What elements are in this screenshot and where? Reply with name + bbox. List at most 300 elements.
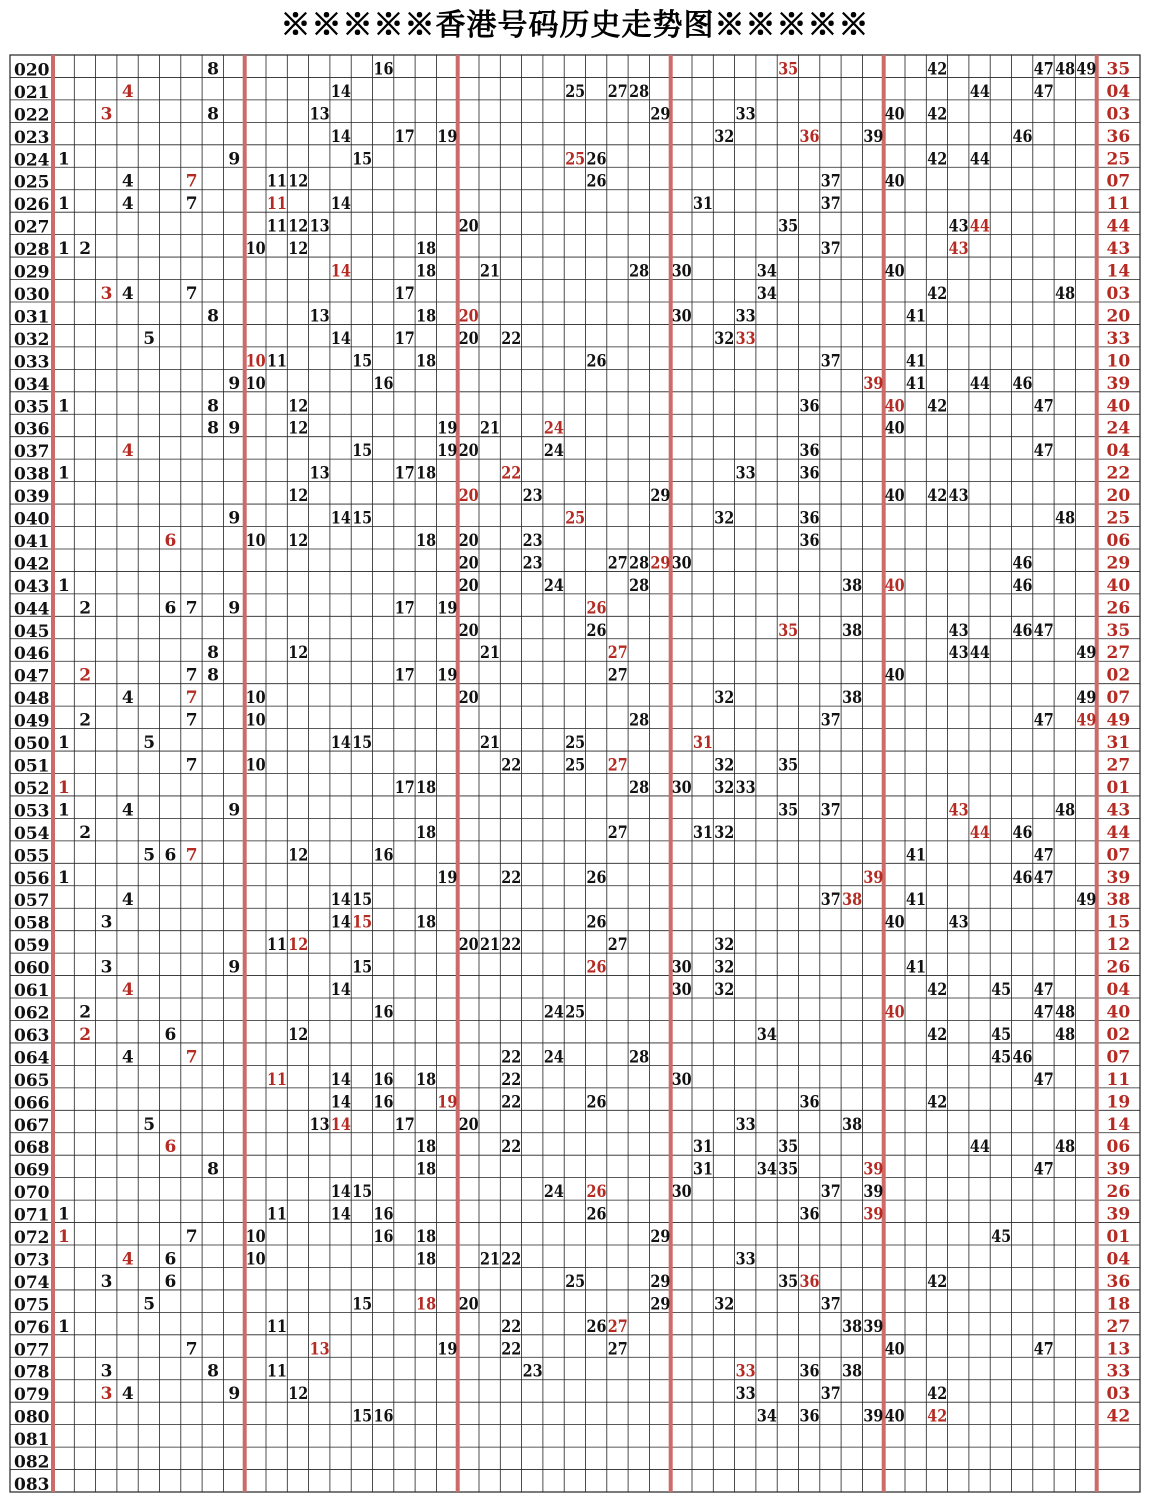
special-number-mark: 40 — [884, 575, 905, 596]
special-number-summary: 39 — [1106, 867, 1131, 888]
drawn-number-mark: 15 — [352, 1182, 373, 1203]
drawn-number-mark: 13 — [309, 216, 330, 237]
special-number-mark: 26 — [586, 1182, 607, 1203]
drawn-number-mark: 18 — [416, 463, 437, 484]
special-number-summary: 06 — [1106, 530, 1131, 551]
drawn-number-mark: 24 — [543, 441, 565, 462]
drawn-number-mark: 16 — [373, 1069, 394, 1090]
special-number-summary: 13 — [1106, 1339, 1131, 1360]
drawn-number-mark: 47 — [1033, 1002, 1054, 1023]
drawn-number-mark: 37 — [820, 171, 841, 192]
drawn-number-mark: 7 — [185, 283, 198, 304]
drawn-number-mark: 41 — [906, 351, 926, 372]
special-number-mark: 27 — [607, 1316, 628, 1337]
drawn-number-mark: 29 — [650, 1227, 671, 1248]
drawn-number-mark: 29 — [650, 486, 671, 507]
special-number-summary: 27 — [1106, 643, 1131, 664]
drawn-number-mark: 42 — [927, 1024, 948, 1045]
drawn-number-mark: 36 — [799, 1361, 820, 1382]
issue-label: 027 — [14, 217, 50, 238]
drawn-number-mark: 43 — [948, 216, 969, 237]
drawn-number-mark: 26 — [586, 1092, 607, 1113]
special-number-mark: 12 — [288, 935, 309, 956]
drawn-number-mark: 12 — [288, 486, 309, 507]
drawn-number-mark: 10 — [245, 530, 266, 551]
drawn-number-mark: 5 — [143, 1294, 156, 1315]
drawn-number-mark: 35 — [778, 1159, 799, 1180]
drawn-number-mark: 22 — [501, 867, 522, 888]
drawn-number-mark: 6 — [164, 1249, 177, 1270]
special-number-summary: 06 — [1106, 1137, 1131, 1158]
drawn-number-mark: 37 — [820, 194, 841, 215]
drawn-number-mark: 47 — [1033, 710, 1054, 731]
special-number-summary: 02 — [1106, 665, 1131, 686]
drawn-number-mark: 1 — [58, 239, 70, 260]
special-number-summary: 07 — [1106, 845, 1131, 866]
issue-label: 050 — [14, 734, 50, 755]
issue-label: 056 — [14, 868, 50, 889]
special-number-summary: 39 — [1106, 1204, 1131, 1225]
drawn-number-mark: 16 — [373, 1406, 394, 1427]
issue-label: 037 — [14, 442, 50, 463]
drawn-number-mark: 30 — [671, 1182, 692, 1203]
drawn-number-mark: 21 — [480, 1249, 500, 1270]
drawn-number-mark: 11 — [267, 1316, 287, 1337]
drawn-number-mark: 38 — [842, 688, 863, 709]
drawn-number-mark: 38 — [842, 1114, 863, 1135]
drawn-number-mark: 7 — [185, 665, 198, 686]
drawn-number-mark: 48 — [1055, 59, 1076, 80]
drawn-number-mark: 17 — [394, 328, 415, 349]
drawn-number-mark: 5 — [143, 845, 156, 866]
drawn-number-mark: 18 — [416, 912, 437, 933]
special-number-mark: 3 — [100, 104, 113, 125]
drawn-number-mark: 13 — [309, 463, 330, 484]
issue-label: 051 — [14, 756, 50, 777]
special-number-mark: 35 — [778, 620, 799, 641]
special-number-mark: 27 — [607, 643, 628, 664]
issue-label: 071 — [14, 1205, 50, 1226]
drawn-number-mark: 16 — [373, 845, 394, 866]
drawn-number-mark: 32 — [714, 957, 735, 978]
drawn-number-mark: 11 — [267, 1204, 287, 1225]
drawn-number-mark: 4 — [121, 194, 134, 215]
drawn-number-mark: 1 — [58, 149, 70, 170]
issue-label: 041 — [14, 531, 50, 552]
issue-label: 052 — [14, 778, 50, 799]
issue-label: 061 — [14, 981, 50, 1002]
issue-label: 067 — [14, 1115, 50, 1136]
special-number-summary: 14 — [1106, 261, 1131, 282]
special-number-mark: 33 — [735, 1361, 756, 1382]
drawn-number-mark: 26 — [586, 351, 607, 372]
drawn-number-mark: 18 — [416, 1227, 437, 1248]
drawn-number-mark: 1 — [58, 733, 70, 754]
issue-label: 080 — [14, 1407, 50, 1428]
drawn-number-mark: 8 — [207, 418, 219, 439]
special-number-mark: 22 — [501, 463, 522, 484]
issue-label: 062 — [14, 1003, 50, 1024]
special-number-mark: 1 — [58, 1227, 70, 1248]
drawn-number-mark: 18 — [416, 239, 437, 260]
drawn-number-mark: 1 — [58, 1204, 70, 1225]
drawn-number-mark: 25 — [565, 1271, 586, 1292]
drawn-number-mark: 16 — [373, 1204, 394, 1225]
drawn-number-mark: 21 — [480, 643, 500, 664]
special-number-mark: 26 — [586, 957, 607, 978]
special-number-summary: 18 — [1106, 1294, 1131, 1315]
issue-label: 078 — [14, 1362, 50, 1383]
drawn-number-mark: 15 — [352, 1406, 373, 1427]
drawn-number-mark: 41 — [906, 845, 926, 866]
chart-title: ※※※※※香港号码历史走势图※※※※※ — [280, 8, 870, 43]
drawn-number-mark: 1 — [58, 867, 70, 888]
drawn-number-mark: 40 — [884, 1339, 905, 1360]
issue-label: 023 — [14, 127, 50, 148]
special-number-summary: 39 — [1106, 1159, 1131, 1180]
drawn-number-mark: 42 — [927, 104, 948, 125]
drawn-number-mark: 47 — [1033, 441, 1054, 462]
drawn-number-mark: 37 — [820, 800, 841, 821]
drawn-number-mark: 2 — [79, 822, 92, 843]
drawn-number-mark: 19 — [437, 1339, 458, 1360]
drawn-number-mark: 23 — [522, 553, 543, 574]
special-number-summary: 40 — [1106, 396, 1131, 417]
special-number-mark: 25 — [565, 149, 586, 170]
drawn-number-mark: 19 — [437, 867, 458, 888]
drawn-number-mark: 41 — [906, 306, 926, 327]
special-number-summary: 10 — [1106, 351, 1131, 372]
drawn-number-mark: 4 — [121, 1047, 134, 1068]
special-number-summary: 07 — [1106, 688, 1131, 709]
drawn-number-mark: 37 — [820, 1294, 841, 1315]
drawn-number-mark: 14 — [330, 733, 352, 754]
drawn-number-mark: 40 — [884, 486, 905, 507]
issue-label: 049 — [14, 711, 50, 732]
drawn-number-mark: 2 — [79, 239, 92, 260]
drawn-number-mark: 24 — [543, 575, 565, 596]
drawn-number-mark: 40 — [884, 912, 905, 933]
drawn-number-mark: 43 — [948, 912, 969, 933]
drawn-number-mark: 1 — [58, 194, 70, 215]
drawn-number-mark: 39 — [863, 126, 884, 147]
special-number-mark: 3 — [100, 283, 113, 304]
drawn-number-mark: 4 — [121, 890, 134, 911]
drawn-number-mark: 19 — [437, 598, 458, 619]
issue-label: 068 — [14, 1138, 50, 1159]
special-number-summary: 36 — [1106, 1271, 1131, 1292]
drawn-number-mark: 14 — [330, 1182, 352, 1203]
special-number-mark: 4 — [121, 980, 134, 1001]
drawn-number-mark: 40 — [884, 1406, 905, 1427]
drawn-number-mark: 16 — [373, 1092, 394, 1113]
issue-label: 053 — [14, 801, 50, 822]
drawn-number-mark: 36 — [799, 1406, 820, 1427]
issue-label: 066 — [14, 1093, 50, 1114]
issue-label: 026 — [14, 195, 50, 216]
drawn-number-mark: 17 — [394, 777, 415, 798]
drawn-number-mark: 31 — [693, 822, 713, 843]
drawn-number-mark: 14 — [330, 1204, 352, 1225]
drawn-number-mark: 21 — [480, 733, 500, 754]
special-number-mark: 14 — [330, 261, 352, 282]
drawn-number-mark: 8 — [207, 1159, 219, 1180]
special-number-mark: 19 — [437, 1092, 458, 1113]
issue-label: 073 — [14, 1250, 50, 1271]
drawn-number-mark: 7 — [185, 598, 198, 619]
special-number-summary: 29 — [1106, 553, 1131, 574]
special-number-mark: 40 — [884, 1002, 905, 1023]
drawn-number-mark: 18 — [416, 530, 437, 551]
drawn-number-mark: 20 — [458, 620, 479, 641]
special-number-summary: 03 — [1106, 104, 1131, 125]
issue-label: 033 — [14, 352, 50, 373]
special-number-mark: 15 — [352, 912, 373, 933]
drawn-number-mark: 25 — [565, 733, 586, 754]
drawn-number-mark: 27 — [607, 935, 628, 956]
drawn-number-mark: 31 — [693, 1137, 713, 1158]
drawn-number-mark: 14 — [330, 508, 352, 529]
issue-label: 081 — [14, 1430, 50, 1451]
special-number-summary: 07 — [1106, 1047, 1131, 1068]
special-number-summary: 04 — [1106, 81, 1131, 102]
drawn-number-mark: 10 — [245, 373, 266, 394]
drawn-number-mark: 22 — [501, 1249, 522, 1270]
drawn-number-mark: 43 — [948, 643, 969, 664]
drawn-number-mark: 47 — [1033, 845, 1054, 866]
drawn-number-mark: 33 — [735, 1114, 756, 1135]
drawn-number-mark: 26 — [586, 1204, 607, 1225]
drawn-number-mark: 47 — [1033, 620, 1054, 641]
drawn-number-mark: 42 — [927, 283, 948, 304]
special-number-mark: 11 — [267, 194, 287, 215]
special-number-mark: 3 — [100, 1384, 113, 1405]
drawn-number-mark: 12 — [288, 1024, 309, 1045]
issue-label: 083 — [14, 1475, 50, 1495]
drawn-number-mark: 49 — [1076, 59, 1097, 80]
drawn-number-mark: 20 — [458, 553, 479, 574]
special-number-mark: 29 — [650, 553, 671, 574]
drawn-number-mark: 45 — [991, 1024, 1012, 1045]
drawn-number-mark: 11 — [267, 1361, 287, 1382]
special-number-mark: 43 — [948, 239, 969, 260]
drawn-number-mark: 7 — [185, 194, 198, 215]
drawn-number-mark: 18 — [416, 306, 437, 327]
drawn-number-mark: 20 — [458, 1294, 479, 1315]
special-number-summary: 12 — [1106, 935, 1131, 956]
drawn-number-mark: 12 — [288, 239, 309, 260]
special-number-summary: 24 — [1106, 418, 1131, 439]
special-number-summary: 27 — [1106, 755, 1131, 776]
drawn-number-mark: 7 — [185, 1339, 198, 1360]
drawn-number-mark: 27 — [607, 822, 628, 843]
special-number-summary: 20 — [1106, 486, 1131, 507]
drawn-number-mark: 15 — [352, 351, 373, 372]
drawn-number-mark: 5 — [143, 1114, 156, 1135]
drawn-number-mark: 22 — [501, 1137, 522, 1158]
issue-label: 036 — [14, 419, 50, 440]
drawn-number-mark: 14 — [330, 81, 352, 102]
drawn-number-mark: 11 — [267, 171, 287, 192]
issue-label: 034 — [14, 374, 50, 395]
drawn-number-mark: 23 — [522, 530, 543, 551]
drawn-number-mark: 11 — [267, 935, 287, 956]
drawn-number-mark: 31 — [693, 1159, 713, 1180]
drawn-number-mark: 12 — [288, 216, 309, 237]
issue-label: 054 — [14, 823, 50, 844]
drawn-number-mark: 30 — [671, 980, 692, 1001]
drawn-number-mark: 19 — [437, 126, 458, 147]
drawn-number-mark: 30 — [671, 957, 692, 978]
drawn-number-mark: 18 — [416, 1249, 437, 1270]
drawn-number-mark: 20 — [458, 688, 479, 709]
drawn-number-mark: 26 — [586, 171, 607, 192]
drawn-number-mark: 34 — [756, 261, 778, 282]
drawn-number-mark: 42 — [927, 396, 948, 417]
drawn-number-mark: 3 — [100, 912, 113, 933]
drawn-number-mark: 33 — [735, 104, 756, 125]
drawn-number-mark: 22 — [501, 1339, 522, 1360]
special-number-summary: 43 — [1106, 239, 1131, 260]
drawn-number-mark: 31 — [693, 194, 713, 215]
drawn-number-mark: 5 — [143, 328, 156, 349]
drawn-number-mark: 1 — [58, 1316, 70, 1337]
special-number-mark: 4 — [121, 441, 134, 462]
special-number-mark: 7 — [185, 171, 198, 192]
drawn-number-mark: 37 — [820, 710, 841, 731]
drawn-number-mark: 2 — [79, 1002, 92, 1023]
drawn-number-mark: 22 — [501, 328, 522, 349]
issue-label: 079 — [14, 1385, 50, 1406]
drawn-number-mark: 9 — [228, 598, 241, 619]
special-number-mark: 2 — [79, 665, 92, 686]
drawn-number-mark: 13 — [309, 1114, 330, 1135]
drawn-number-mark: 16 — [373, 373, 394, 394]
drawn-number-mark: 36 — [799, 441, 820, 462]
special-number-mark: 14 — [330, 1114, 352, 1135]
drawn-number-mark: 8 — [207, 306, 219, 327]
drawn-number-mark: 37 — [820, 239, 841, 260]
drawn-number-mark: 14 — [330, 194, 352, 215]
special-number-mark: 35 — [778, 59, 799, 80]
special-number-summary: 26 — [1106, 957, 1131, 978]
issue-label: 039 — [14, 487, 50, 508]
special-number-mark: 39 — [863, 1159, 884, 1180]
drawn-number-mark: 30 — [671, 306, 692, 327]
drawn-number-mark: 44 — [969, 81, 991, 102]
drawn-number-mark: 12 — [288, 845, 309, 866]
drawn-number-mark: 24 — [543, 1182, 565, 1203]
drawn-number-mark: 4 — [121, 283, 134, 304]
drawn-number-mark: 30 — [671, 1069, 692, 1090]
drawn-number-mark: 32 — [714, 1294, 735, 1315]
drawn-number-mark: 45 — [991, 980, 1012, 1001]
drawn-number-mark: 47 — [1033, 59, 1054, 80]
drawn-number-mark: 13 — [309, 306, 330, 327]
issue-label: 047 — [14, 666, 50, 687]
drawn-number-mark: 40 — [884, 665, 905, 686]
drawn-number-mark: 15 — [352, 441, 373, 462]
special-number-mark: 10 — [245, 351, 266, 372]
drawn-number-mark: 8 — [207, 396, 219, 417]
drawn-number-mark: 15 — [352, 890, 373, 911]
drawn-number-mark: 9 — [228, 508, 241, 529]
special-number-summary: 35 — [1106, 59, 1131, 80]
drawn-number-mark: 12 — [288, 643, 309, 664]
drawn-number-mark: 14 — [330, 126, 352, 147]
drawn-number-mark: 35 — [778, 1271, 799, 1292]
drawn-number-mark: 33 — [735, 1249, 756, 1270]
special-number-summary: 35 — [1106, 620, 1131, 641]
drawn-number-mark: 38 — [842, 575, 863, 596]
issue-label: 025 — [14, 172, 50, 193]
drawn-number-mark: 24 — [543, 1002, 565, 1023]
drawn-number-mark: 4 — [121, 800, 134, 821]
drawn-number-mark: 35 — [778, 216, 799, 237]
issue-label: 059 — [14, 936, 50, 957]
drawn-number-mark: 47 — [1033, 396, 1054, 417]
drawn-number-mark: 34 — [756, 1024, 778, 1045]
special-number-summary: 27 — [1106, 1316, 1131, 1337]
special-number-summary: 40 — [1106, 575, 1131, 596]
drawn-number-mark: 46 — [1012, 126, 1033, 147]
special-number-summary: 03 — [1106, 1384, 1131, 1405]
drawn-number-mark: 30 — [671, 261, 692, 282]
special-number-mark: 39 — [863, 1204, 884, 1225]
drawn-number-mark: 9 — [228, 149, 241, 170]
issue-label: 043 — [14, 576, 50, 597]
drawn-number-mark: 34 — [756, 283, 778, 304]
issue-label: 028 — [14, 240, 50, 261]
drawn-number-mark: 47 — [1033, 1339, 1054, 1360]
issue-label: 069 — [14, 1160, 50, 1181]
special-number-mark: 36 — [799, 126, 820, 147]
drawn-number-mark: 9 — [228, 418, 241, 439]
drawn-number-mark: 12 — [288, 530, 309, 551]
drawn-number-mark: 10 — [245, 239, 266, 260]
drawn-number-mark: 17 — [394, 598, 415, 619]
drawn-number-mark: 46 — [1012, 822, 1033, 843]
drawn-number-mark: 14 — [330, 328, 352, 349]
special-number-mark: 7 — [185, 688, 198, 709]
drawn-number-mark: 9 — [228, 957, 241, 978]
drawn-number-mark: 36 — [799, 1204, 820, 1225]
drawn-number-mark: 44 — [969, 149, 991, 170]
special-number-mark: 39 — [863, 373, 884, 394]
drawn-number-mark: 6 — [164, 1024, 177, 1045]
issue-label: 048 — [14, 689, 50, 710]
drawn-number-mark: 23 — [522, 486, 543, 507]
issue-label: 031 — [14, 307, 50, 328]
special-number-mark: 2 — [79, 1024, 92, 1045]
special-number-mark: 1 — [58, 777, 70, 798]
drawn-number-mark: 32 — [714, 935, 735, 956]
drawn-number-mark: 20 — [458, 441, 479, 462]
drawn-number-mark: 3 — [100, 957, 113, 978]
drawn-number-mark: 22 — [501, 1092, 522, 1113]
drawn-number-mark: 35 — [778, 755, 799, 776]
drawn-number-mark: 4 — [121, 171, 134, 192]
drawn-number-mark: 48 — [1055, 1002, 1076, 1023]
drawn-number-mark: 7 — [185, 710, 198, 731]
drawn-number-mark: 34 — [756, 1159, 778, 1180]
drawn-number-mark: 22 — [501, 1316, 522, 1337]
drawn-number-mark: 32 — [714, 126, 735, 147]
drawn-number-mark: 37 — [820, 1182, 841, 1203]
drawn-number-mark: 28 — [629, 81, 650, 102]
drawn-number-mark: 48 — [1055, 1137, 1076, 1158]
drawn-number-mark: 48 — [1055, 800, 1076, 821]
